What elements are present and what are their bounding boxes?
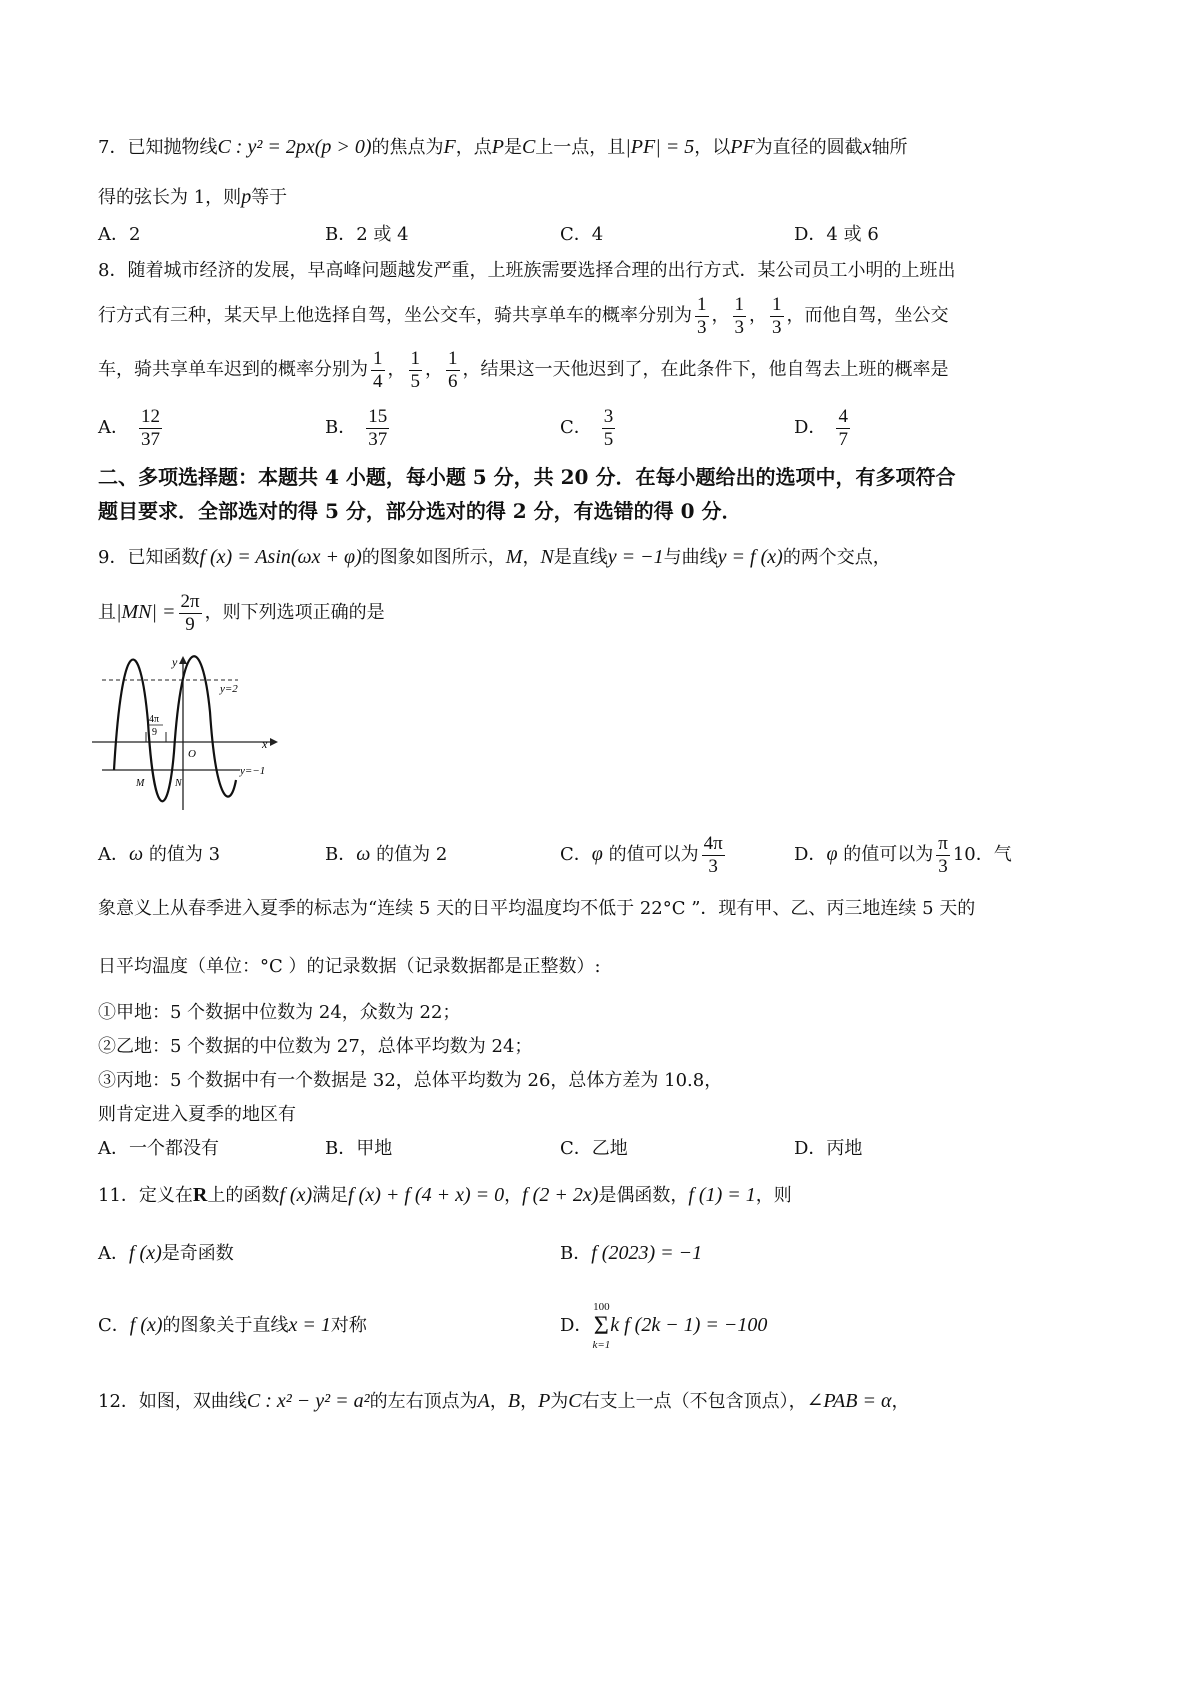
fraction: $\frac{1}{4}$ — [373, 347, 383, 392]
q8-line1: 8．随着城市经济的发展，早高峰问题越发严重，上班族需要选择合理的出行方式．某公司员工小明的上班出 — [98, 260, 956, 281]
section2-heading-line1: 二、多项选择题：本题共 4 小题，每小题 5 分，共 20 分．在每小题给出的选项中，有多项符合 — [98, 465, 956, 489]
section2-heading-line2: 题目要求．全部选对的得 5 分，部分选对的得 2 分，有选错的得 0 分． — [98, 499, 742, 523]
q7-option-c: C．4 — [560, 224, 604, 245]
q10-item2: ②乙地：5 个数据的中位数为 27，总体平均数为 24； — [98, 1036, 533, 1057]
parabola-eq: C : y² = 2px(p > 0) — [217, 136, 372, 158]
q7-line1: 7．已知抛物线C : y² = 2px(p > 0)的焦点为F，点P是C上一点，且|PF| = 5，以PF为直径的圆截x轴所 — [98, 136, 908, 158]
fraction: $\frac{1}{6}$ — [448, 347, 458, 392]
q9-option-d: D．φ 的值可以为 $\frac{\pi}{3}$ 10．气 — [794, 832, 1012, 877]
q10-option-d: D．丙地 — [794, 1138, 863, 1159]
point-n-label: N — [175, 778, 182, 789]
q8-option-c: C． $\frac{3}{5}$ — [560, 405, 614, 450]
q9-option-b: B．ω 的值为 2 — [325, 843, 448, 865]
q7-option-d: D．4 或 6 — [794, 224, 879, 245]
q9-line1: 9．已知函数f (x) = Asin(ωx + φ)的图象如图所示，M，N是直线y = −1与曲线y = f (x)的两个交点， — [98, 546, 891, 568]
q8-option-b: B． $\frac{15}{37}$ — [325, 405, 388, 450]
x-axis-arrow — [270, 738, 278, 746]
q9-option-a: A．ω 的值为 3 — [98, 843, 221, 865]
fraction: $\frac{1}{3}$ — [697, 293, 707, 338]
q10-question: 则肯定进入夏季的地区有 — [98, 1104, 296, 1125]
q11-line1: 11．定义在R上的函数f (x)满足f (x) + f (4 + x) = 0，f (2 + 2x)是偶函数，f (1) = 1，则 — [98, 1184, 792, 1206]
q9-line2: 且|MN| = $\frac{2\pi}{9}$ ，则下列选项正确的是 — [98, 590, 385, 635]
q10-line1: 象意义上从春季进入夏季的标志为“连续 5 天的日平均温度均不低于 22°C ”．现有甲、乙、丙三地连续 5 天的 — [98, 898, 976, 919]
fraction: $\frac{1}{3}$ — [772, 293, 782, 338]
q7-option-a: A．2 — [98, 224, 141, 245]
y-axis-label: y — [172, 655, 178, 669]
q10-item3: ③丙地：5 个数据中有一个数据是 32，总体平均数为 26，总体方差为 10.8， — [98, 1070, 723, 1091]
ym1-label: y=−1 — [240, 765, 266, 777]
q10-option-a: A．一个都没有 — [98, 1138, 219, 1159]
summation: 100 Σ k=1 — [592, 1301, 611, 1351]
tick-num: 4π — [149, 714, 160, 725]
fraction: $\frac{1}{5}$ — [410, 347, 420, 392]
origin-label: O — [188, 748, 196, 760]
tick-den: 9 — [152, 727, 157, 738]
point-m-label: M — [136, 778, 145, 789]
q8-line2: 行方式有三种，某天早上他选择自驾，坐公交车，骑共享单车的概率分别为 $\frac{1}{3}$ ， $\frac{1}{3}$ ， $\frac{1}{3}$ ，而他自驾，坐公交 — [98, 293, 949, 338]
sine-graph — [90, 652, 290, 812]
q11-option-c: C．f (x)的图象关于直线x = 1对称 — [98, 1314, 367, 1336]
fraction: $\frac{1}{3}$ — [734, 293, 744, 338]
y2-label: y=2 — [220, 683, 238, 695]
q8-line3: 车，骑共享单车迟到的概率分别为 $\frac{1}{4}$ ， $\frac{1}{5}$ ， $\frac{1}{6}$ ，结果这一天他迟到了，在此条件下，他自驾去上班的概率是 — [98, 347, 949, 392]
q9-option-c: C．φ 的值可以为 $\frac{4\pi}{3}$ — [560, 832, 723, 877]
q10-line2: 日平均温度（单位：°C ）的记录数据（记录数据都是正整数）: — [98, 956, 601, 977]
q8-option-a: A． $\frac{12}{37}$ — [98, 405, 160, 450]
y-axis-arrow — [179, 656, 187, 664]
q11-option-a: A．f (x)是奇函数 — [98, 1242, 234, 1264]
q7-option-b: B．2 或 4 — [325, 224, 409, 245]
q12-line1: 12．如图，双曲线C : x² − y² = a²的左右顶点为A，B，P为C右支上一点（不包含顶点），∠PAB = α， — [98, 1390, 910, 1412]
q10-option-b: B．甲地 — [325, 1138, 393, 1159]
x-axis-label: x — [262, 737, 268, 751]
q11-option-d: D． 100 Σ k=1 k f (2k − 1) = −100 — [560, 1301, 768, 1351]
q10-item1: ①甲地：5 个数据中位数为 24，众数为 22； — [98, 1002, 461, 1023]
q11-option-b: B．f (2023) = −1 — [560, 1242, 703, 1264]
q7-line2: 得的弦长为 1，则p等于 — [98, 186, 288, 208]
q8-option-d: D． $\frac{4}{7}$ — [794, 405, 848, 450]
q10-option-c: C．乙地 — [560, 1138, 628, 1159]
